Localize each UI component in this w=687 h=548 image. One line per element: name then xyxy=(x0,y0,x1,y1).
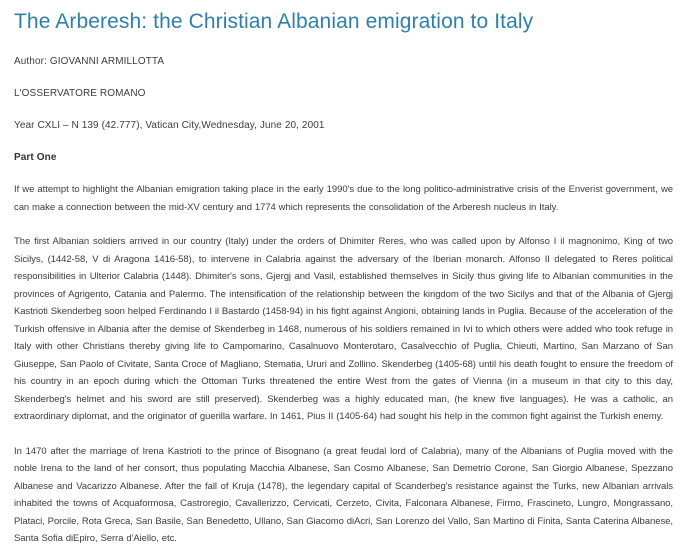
author-line: Author: GIOVANNI ARMILLOTTA xyxy=(14,56,165,68)
page-title: The Arberesh: the Christian Albanian emigration to Italy xyxy=(14,10,534,33)
section-heading: Part One xyxy=(14,152,57,164)
paragraph-1470-migrations: In 1470 after the marriage of Irena Kastrioti to the prince of Bisognano (a great feudal lord of Calabria), many of the Albanians of Puglia moved with the noble Irena to the land of her consort, thus populating Macchia Albanese, San Cosmo Albanese, San Demetrio Corone, San Giorgio Albanese, Spezzano Albanese and Vacarizzo Albanese. After the fall of Kruja (1478), the legendary capital of Scanderbeg's resistance against the Turks, new Albanian arrivals inhabited the towns of Acquaformosa, Castroregio, Cavallerizzo, Cervicati, Cerzeto, Civita, Falconara Albanese, Firmo, Frascineto, Lungro, Mongrassano, Plataci, Porcile, Rota Greca, San Basile, San Benedetto, Ullano, San Giacomo diAcri, San Lorenzo del Vallo, San Martino di Finita, Santa Caterina Albanese, Santa Sofia diEpiro, Serra d'Aiello, etc. xyxy=(14,445,673,545)
paragraph-history-15th-century: The first Albanian soldiers arrived in our country (Italy) under the orders of Dhimiter Reres, who was called upon by Alfonso I il magnonimo, King of two Sicilys, (1442-58, V di Aragona 1416-58), to intervene in Calabria against the adversary of the Iberian monarch. Alfonso II delegated to Reres political responsibilities in Ulterior Calabria (1448). Dhimiter's sons, Gjergj and Vasil, established themselves in Sicily thus giving life to Albanian communities in the provinces of Agrigento, Catania and Palermo. The intensification of the relationship between the kingdom of the two Sicilys and that of the Albania of Gjergj Kastrioti Skenderbeg soon helped Ferdinando I il Bastardo (1458-94) in his fight against Angioni, obtaining lands in Puglia. Because of the acceleration of the Turkish offensive in Albania after the demise of Skenderbeg in 1468, numerous of his soldiers remained in Ivi to which others were added who took refuge in Italy with other Christians thereby giving life to Campomarino, Casalnuovo Monterotaro, Casalvecchio of Puglia, Chieuti, Martino, San Marzano of San Giuseppe, San Paolo of Civitate, Santa Croce of Magliano, Stematia, Ururi and Zollino. Skenderbeg (1405-68) until his death fought to ensure the freedom of his country in an epoch during which the Ottoman Turks threatened the entire West from the gates of Vienna (in a museum in that city to this day, Skenderbeg's helmet and his sword are still preserved). Skenderbeg was a highly educated man, (he knew five languages). He was a catholic, an extraordinary diplomat, and the originator of guerilla warfare. In 1461, Pius II (1405-64) had sought his help in the common fight against the Turkish enemy. xyxy=(14,236,673,423)
publication-name: L'OSSERVATORE ROMANO xyxy=(14,88,146,100)
paragraph-intro: If we attempt to highlight the Albanian emigration taking place in the early 1990's due to the long politico-administrative crisis of the Enverist government, we can make a connection between the mid-XV century and 1774 which represents the consolidation of the Arberesh nucleus in Italy. xyxy=(14,184,673,213)
issue-date-line: Year CXLI – N 139 (42.777), Vatican City,Wednesday, June 20, 2001 xyxy=(14,120,325,132)
